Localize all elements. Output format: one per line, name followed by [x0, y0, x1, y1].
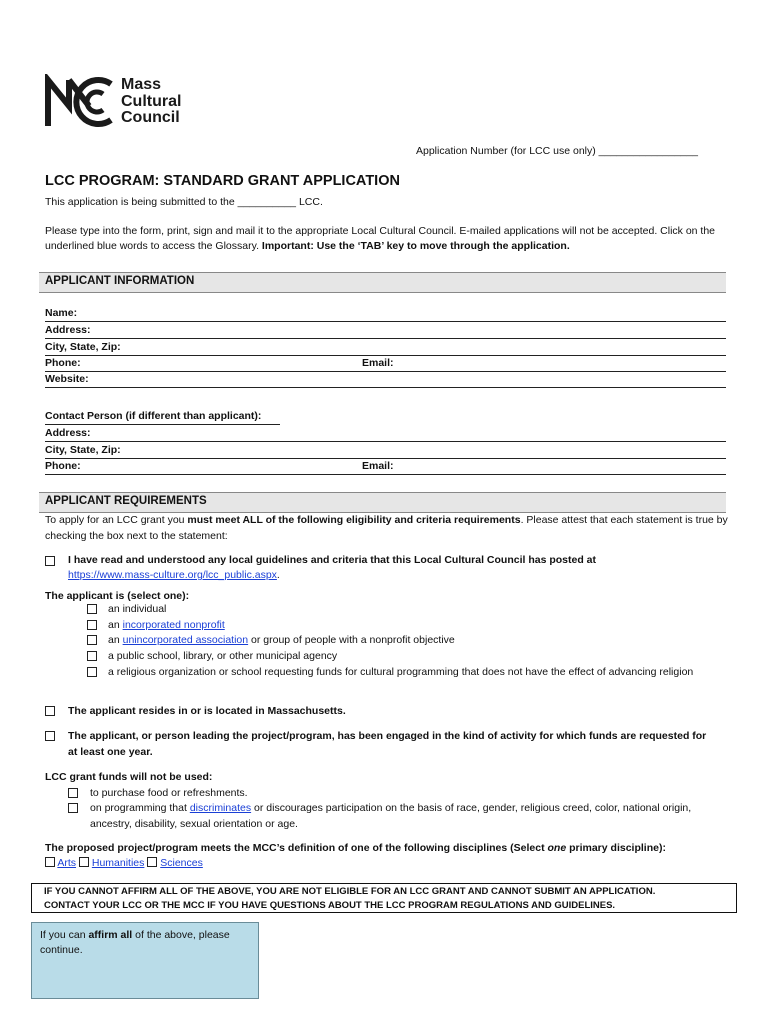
nonprofit-label: an incorporated nonprofit [108, 619, 225, 631]
unincorporated-association-link[interactable]: unincorporated association [122, 634, 249, 646]
religious-org-label: a religious organization or school requesting funds for cultural programming that does not have the effect of advancing religion [108, 666, 694, 678]
arts-link[interactable]: Arts [57, 857, 77, 869]
public-agency-label: a public school, library, or other municipal agency [108, 650, 338, 662]
discipline-statement: The proposed project/program meets the MCC’s definition of one of the following disciplines (Select one primary discipline): [45, 842, 666, 854]
engaged-statement: The applicant, or person leading the project/program, has been engaged in the kind of activity for which funds are requested for at least one year. [68, 730, 707, 758]
contact-phone-field[interactable]: Phone: [45, 460, 81, 472]
instructions-paragraph: Please type into the form, print, sign and mail it to the appropriate Local Cultural Council. E-mailed applications will not be accepted. Click on the underlined blue words to access the Glossary. Important: Use the ‘TAB’ key to move through the application. [45, 225, 716, 252]
page-title: LCC PROGRAM: STANDARD GRANT APPLICATION [45, 173, 400, 189]
discipline-options [45, 856, 203, 872]
unincorporated-label: an unincorporated association or group of people with a nonprofit objective [108, 634, 455, 646]
individual-label: an individual [108, 603, 167, 615]
public-agency-checkbox[interactable] [87, 651, 97, 663]
humanities-checkbox[interactable] [79, 857, 89, 867]
contact-phone-email-row[interactable] [45, 459, 726, 475]
religious-org-checkbox[interactable] [87, 667, 97, 679]
funds-not-used-label: LCC grant funds will not be used: [45, 771, 213, 783]
nonprofit-checkbox[interactable] [87, 620, 97, 632]
discriminates-link[interactable]: discriminates [189, 802, 252, 814]
name-field[interactable]: Name: [45, 306, 726, 322]
sciences-checkbox[interactable] [147, 857, 157, 867]
requirements-intro: To apply for an LCC grant you must meet ALL of the following eligibility and criteria requirements. Please attest that each statement is true by checking the box next to the statement: [45, 514, 728, 542]
phone-field[interactable]: Phone: [45, 357, 81, 369]
contact-email-field[interactable]: Email: [362, 460, 394, 472]
individual-checkbox[interactable] [87, 604, 97, 616]
food-checkbox[interactable] [68, 788, 78, 800]
mcc-logo-mark [45, 74, 115, 130]
resides-checkbox[interactable] [45, 706, 55, 718]
website-field[interactable]: Website: [45, 372, 726, 388]
engaged-checkbox[interactable] [45, 731, 55, 743]
email-field[interactable]: Email: [362, 357, 394, 369]
humanities-link[interactable]: Humanities [91, 857, 145, 869]
local-guidelines-statement: I have read and understood any local guidelines and criteria that this Local Cultural Council has posted at [68, 554, 597, 566]
address-field[interactable]: Address: [45, 323, 726, 339]
contact-person-field[interactable]: Contact Person (if different than applicant): [45, 409, 280, 425]
lcc-name-field[interactable]: __________ [237, 196, 297, 208]
application-number-field[interactable]: Application Number (for LCC use only) _________________ [416, 145, 698, 157]
city-state-zip-field[interactable]: City, State, Zip: [45, 340, 726, 356]
resides-statement: The applicant resides in or is located in Massachusetts. [68, 705, 346, 717]
sciences-link[interactable]: Sciences [160, 857, 203, 869]
phone-email-row[interactable] [45, 356, 726, 372]
local-guidelines-link[interactable]: https://www.mass-culture.org/lcc_public.aspx. [68, 569, 280, 581]
submitted-to-line: This application is being submitted to the __________ LCC. [45, 196, 323, 208]
applicant-information-header: APPLICANT INFORMATION [39, 272, 726, 293]
applicant-is-label: The applicant is (select one): [45, 590, 190, 602]
applicant-requirements-header: APPLICANT REQUIREMENTS [39, 492, 726, 513]
arts-checkbox[interactable] [45, 857, 55, 867]
logo-wordmark: Mass Cultural Council [121, 76, 182, 126]
discriminates-checkbox[interactable] [68, 803, 78, 815]
contact-address-field[interactable]: Address: [45, 426, 726, 442]
discriminates-label: on programming that discriminates or discourages participation on the basis of race, gender, religious creed, color, national origin, ancestry, disability, sexual orientation or age. [90, 802, 692, 830]
eligibility-warning-box: IF YOU CANNOT AFFIRM ALL OF THE ABOVE, YOU ARE NOT ELIGIBLE FOR AN LCC GRANT AND CANNOT SUBMIT AN APPLICATION. CONTACT YOUR LCC OR THE MCC IF YOU HAVE QUESTIONS ABOUT THE LCC PROGRAM REGULATIONS AND GUIDELINES. [31, 883, 737, 913]
contact-city-state-zip-field[interactable]: City, State, Zip: [45, 443, 726, 459]
food-label: to purchase food or refreshments. [90, 787, 248, 799]
incorporated-nonprofit-link[interactable]: incorporated nonprofit [122, 619, 225, 631]
unincorporated-checkbox[interactable] [87, 635, 97, 647]
local-guidelines-checkbox[interactable] [45, 556, 55, 568]
continue-note-box: If you can affirm all of the above, please continue. [31, 922, 259, 999]
